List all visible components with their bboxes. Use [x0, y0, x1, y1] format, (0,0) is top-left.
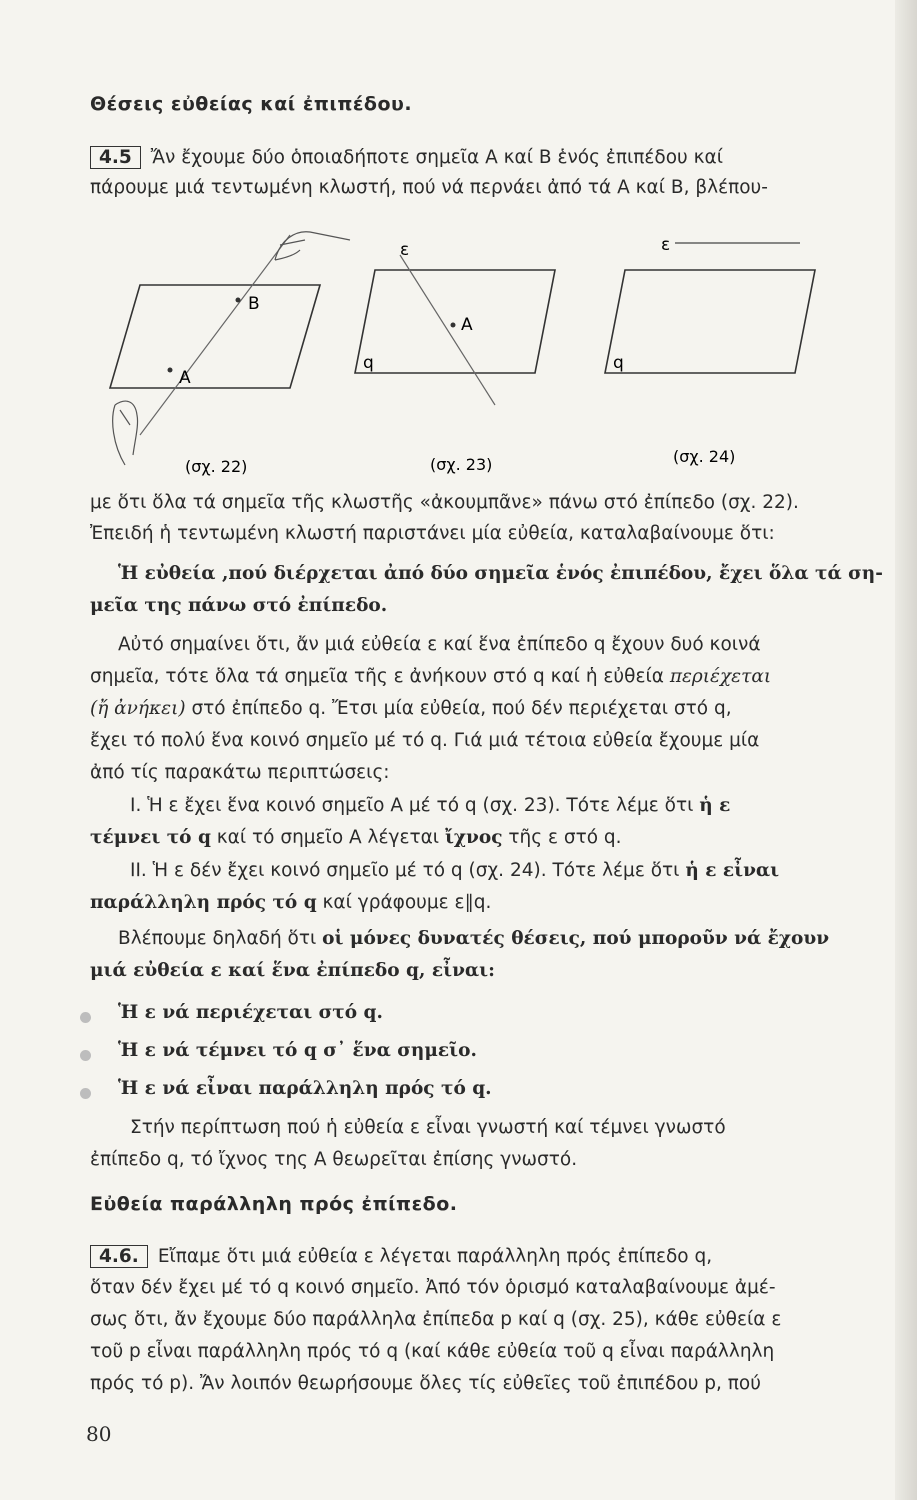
text-line: ἐπίπεδο q, τό ἴχνος της Α θεωρεῖται ἐπίσης γνωστό. [90, 1149, 578, 1170]
text-line: (ἤ ἀνήκει) στό ἐπίπεδο q. Ἔτσι μία εὐθεία, πού δέν περιέχεται στό q, [90, 698, 732, 719]
label-e-fig24: ε [661, 235, 671, 255]
text-line: τοῦ p εἶναι παράλληλη πρός τό q (καί κάθε εὐθεία τοῦ q εἶναι παράλληλη [90, 1341, 775, 1362]
hand-top-icon [275, 232, 350, 260]
list-item: Ἡ ε νά εἶναι παράλληλη πρός τό q. [118, 1078, 492, 1099]
point-a [168, 368, 173, 373]
bullet-dot-icon [80, 1012, 91, 1023]
text-line: ὅταν δέν ἔχει μέ τό q κοινό σημεῖο. Ἀπό τόν ὁρισμό καταλαβαίνουμε ἀμέ- [90, 1277, 776, 1298]
bullet-dot-icon [80, 1050, 91, 1061]
text-line: Στήν περίπτωση πού ἡ εὐθεία ε εἶναι γνωστή καί τέμνει γνωστό [130, 1117, 726, 1138]
thread-line [140, 235, 290, 435]
section-heading-positions: Θέσεις εὐθείας καί ἐπιπέδου. [90, 93, 413, 115]
line-e-fig23 [400, 255, 495, 405]
label-q-fig24: q [613, 353, 624, 373]
trace-point-a [451, 323, 456, 328]
figures-22-24 [95, 210, 835, 490]
plane-q-fig24 [605, 270, 815, 373]
case-2-line: παράλληλη πρός τό q καί γράφουμε ε∥q. [90, 892, 492, 913]
text-line: ἀπό τίς παρακάτω περιπτώσεις: [90, 762, 390, 783]
label-e-fig23: ε [400, 240, 410, 260]
text-line: 4.6. Εἴπαμε ὅτι μιά εὐθεία ε λέγεται παράλληλη πρός ἐπίπεδο q, [90, 1245, 877, 1268]
point-b [236, 298, 241, 303]
text-line: Αὐτό σημαίνει ὅτι, ἄν μιά εὐθεία ε καί ἕνα ἐπίπεδο q ἔχουν δυό κοινά [118, 634, 761, 655]
text-line: 4.5 Ἄν ἔχουμε δύο ὁποιαδήποτε σημεῖα Α καί Β ἑνός ἐπιπέδου καί [90, 146, 877, 169]
label-a-fig23: Α [461, 315, 473, 335]
text-line: με ὅτι ὅλα τά σημεῖα τῆς κλωστῆς «ἀκουμπᾶνε» πάνω στό ἐπίπεδο (σχ. 22). [90, 492, 799, 513]
text-line: μιά εὐθεία ε καί ἕνα ἐπίπεδο q, εἶναι: [90, 960, 495, 981]
page-number: 80 [86, 1422, 112, 1446]
case-1-line: Ι. Ἡ ε ἔχει ἕνα κοινό σημεῖο Α μέ τό q (σχ. 23). Τότε λέμε ὅτι ἡ ε [130, 795, 731, 816]
text-line: σημεῖα, τότε ὅλα τά σημεῖα τῆς ε ἀνήκουν στό q καί ἡ εὐθεία περιέχεται [90, 666, 772, 687]
hand-bottom-icon [113, 401, 138, 465]
figure-24 [605, 235, 815, 466]
figure-caption-22: (σχ. 22) [185, 457, 248, 476]
text-line: πρός τό p). Ἄν λοιπόν θεωρήσουμε ὅλες τίς εὐθεῖες τοῦ ἐπιπέδου p, πού [90, 1373, 761, 1394]
section-heading-parallel: Εὐθεία παράλληλη πρός ἐπίπεδο. [90, 1193, 458, 1215]
figure-caption-24: (σχ. 24) [673, 447, 736, 466]
text-line: Βλέπουμε δηλαδή ὅτι οἱ μόνες δυνατές θέσεις, πού μποροῦν νά ἔχουν [118, 928, 830, 949]
section-number-box: 4.5 [90, 146, 141, 169]
label-b: Β [248, 294, 260, 314]
label-a: Α [179, 368, 191, 388]
figure-caption-23: (σχ. 23) [430, 455, 493, 474]
text-line: σως ὅτι, ἄν ἔχουμε δύο παράλληλα ἐπίπεδα p καί q (σχ. 25), κάθε εὐθεία ε [90, 1309, 782, 1330]
plane-q-fig23 [355, 270, 555, 373]
figure-23 [355, 240, 555, 474]
label-q-fig23: q [363, 353, 374, 373]
rule-statement: Ἡ εὐθεία ,πού διέρχεται ἀπό δύο σημεῖα ἑνός ἐπιπέδου, ἔχει ὅλα τά ση- [118, 563, 883, 584]
case-1-line: τέμνει τό q καί τό σημεῖο Α λέγεται ἴχνος τῆς ε στό q. [90, 827, 622, 848]
figure-22 [110, 232, 350, 476]
list-item: Ἡ ε νά τέμνει τό q σ᾽ ἕνα σημεῖο. [118, 1040, 477, 1061]
text-line: ἔχει τό πολύ ἕνα κοινό σημεῖο μέ τό q. Γιά μιά τέτοια εὐθεία ἔχουμε μία [90, 730, 760, 751]
bullet-dot-icon [80, 1088, 91, 1099]
list-item: Ἡ ε νά περιέχεται στό q. [118, 1002, 383, 1023]
case-2-line: ΙΙ. Ἡ ε δέν ἔχει κοινό σημεῖο μέ τό q (σχ. 24). Τότε λέμε ὅτι ἡ ε εἶναι [130, 860, 780, 881]
text-line: πάρουμε μιά τεντωμένη κλωστή, πού νά περνάει ἀπό τά Α καί Β, βλέπου- [90, 177, 768, 198]
section-number-box: 4.6. [90, 1245, 148, 1268]
page-edge-shadow [895, 0, 917, 1500]
text-line: Ἐπειδή ἡ τεντωμένη κλωστή παριστάνει μία εὐθεία, καταλαβαίνουμε ὅτι: [90, 523, 775, 544]
plane-q-fig22 [110, 285, 320, 388]
rule-statement: μεῖα της πάνω στό ἐπίπεδο. [90, 595, 388, 616]
